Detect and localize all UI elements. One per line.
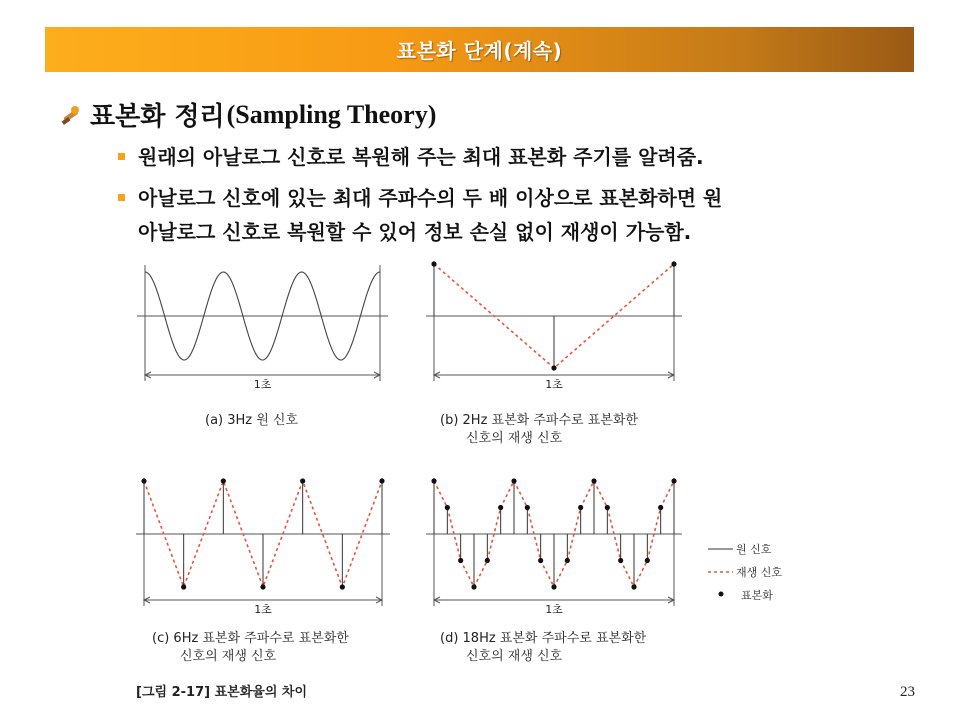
sample-point (605, 505, 610, 510)
sample-point (671, 261, 676, 266)
figure-caption: [그림 2-17] 표본화율의 차이 (136, 685, 308, 700)
sample-point (671, 478, 676, 483)
bullet-text-line2: 아날로그 신호로 복원할 수 있어 정보 손실 없이 재생이 가능함. (138, 220, 692, 244)
pen-bullet-icon (60, 104, 82, 126)
sample-point (511, 478, 516, 483)
duration-label: 1초 (253, 378, 272, 391)
sample-point (431, 478, 436, 483)
sample-point (578, 505, 583, 510)
sample-point (631, 584, 636, 589)
chart-a-caption: (a) 3Hz 원 신호 (205, 413, 299, 428)
page-number: 23 (900, 684, 915, 700)
bullet-item-1 (118, 140, 704, 174)
legend-original-label: 원 신호 (736, 543, 772, 556)
heading-english: (Sampling Theory) (226, 99, 437, 129)
heading-korean: 표본화 정리 (90, 102, 225, 132)
duration-label: 1초 (545, 378, 563, 391)
heading (60, 96, 436, 133)
slide-title: 표본화 단계(계속) (396, 39, 563, 63)
chart-c-caption (152, 630, 349, 666)
sample-point (498, 505, 503, 510)
duration-label: 1초 (545, 603, 563, 616)
chart-b-caption-line1: (b) 2Hz 표본화 주파수로 표본화한 (440, 413, 638, 428)
sample-point (340, 584, 345, 589)
bullet-item-2 (118, 181, 722, 249)
sample-point (445, 505, 450, 510)
chart-b (422, 255, 692, 395)
chart-c-caption-line2: 신호의 재생 신호 (180, 649, 277, 664)
sample-point (591, 478, 596, 483)
chart-d-caption (440, 630, 646, 666)
sample-point (458, 558, 463, 563)
sample-point (658, 505, 663, 510)
chart-b-caption-line2: 신호의 재생 신호 (466, 431, 563, 446)
sample-point (565, 558, 570, 563)
sample-point (618, 558, 623, 563)
sample-point (551, 365, 556, 370)
sample-point (551, 584, 556, 589)
sample-point (300, 478, 305, 483)
chart-a (130, 255, 390, 395)
legend-dot (719, 592, 724, 597)
bullet-text-line1: 아날로그 신호에 있는 최대 주파수의 두 배 이상으로 표본화하면 원 (138, 186, 723, 210)
sample-point (645, 558, 650, 563)
bullet-square-icon (118, 194, 125, 201)
sample-point (181, 584, 186, 589)
chart-d (422, 470, 692, 620)
sample-point (221, 478, 226, 483)
bullet-square-icon (118, 153, 125, 160)
chart-d-caption-line2: 신호의 재생 신호 (466, 649, 563, 664)
title-bar (45, 27, 914, 72)
sample-point (431, 261, 436, 266)
sample-point (525, 505, 530, 510)
chart-c (130, 470, 390, 620)
sample-point (260, 584, 265, 589)
sample-point (379, 478, 384, 483)
sample-point (485, 558, 490, 563)
chart-c-caption-line1: (c) 6Hz 표본화 주파수로 표본화한 (152, 631, 349, 646)
sample-point (471, 584, 476, 589)
chart-b-caption (440, 412, 638, 448)
sample-point (538, 558, 543, 563)
legend-recon-label: 재생 신호 (736, 566, 783, 579)
legend-sample-label: 표본화 (741, 589, 773, 602)
bullet-text: 원래의 아날로그 신호로 복원해 주는 최대 표본화 주기를 알려줌. (138, 145, 704, 169)
chart-d-caption-line1: (d) 18Hz 표본화 주파수로 표본화한 (440, 631, 647, 646)
duration-label: 1초 (254, 603, 272, 616)
sample-point (141, 478, 146, 483)
